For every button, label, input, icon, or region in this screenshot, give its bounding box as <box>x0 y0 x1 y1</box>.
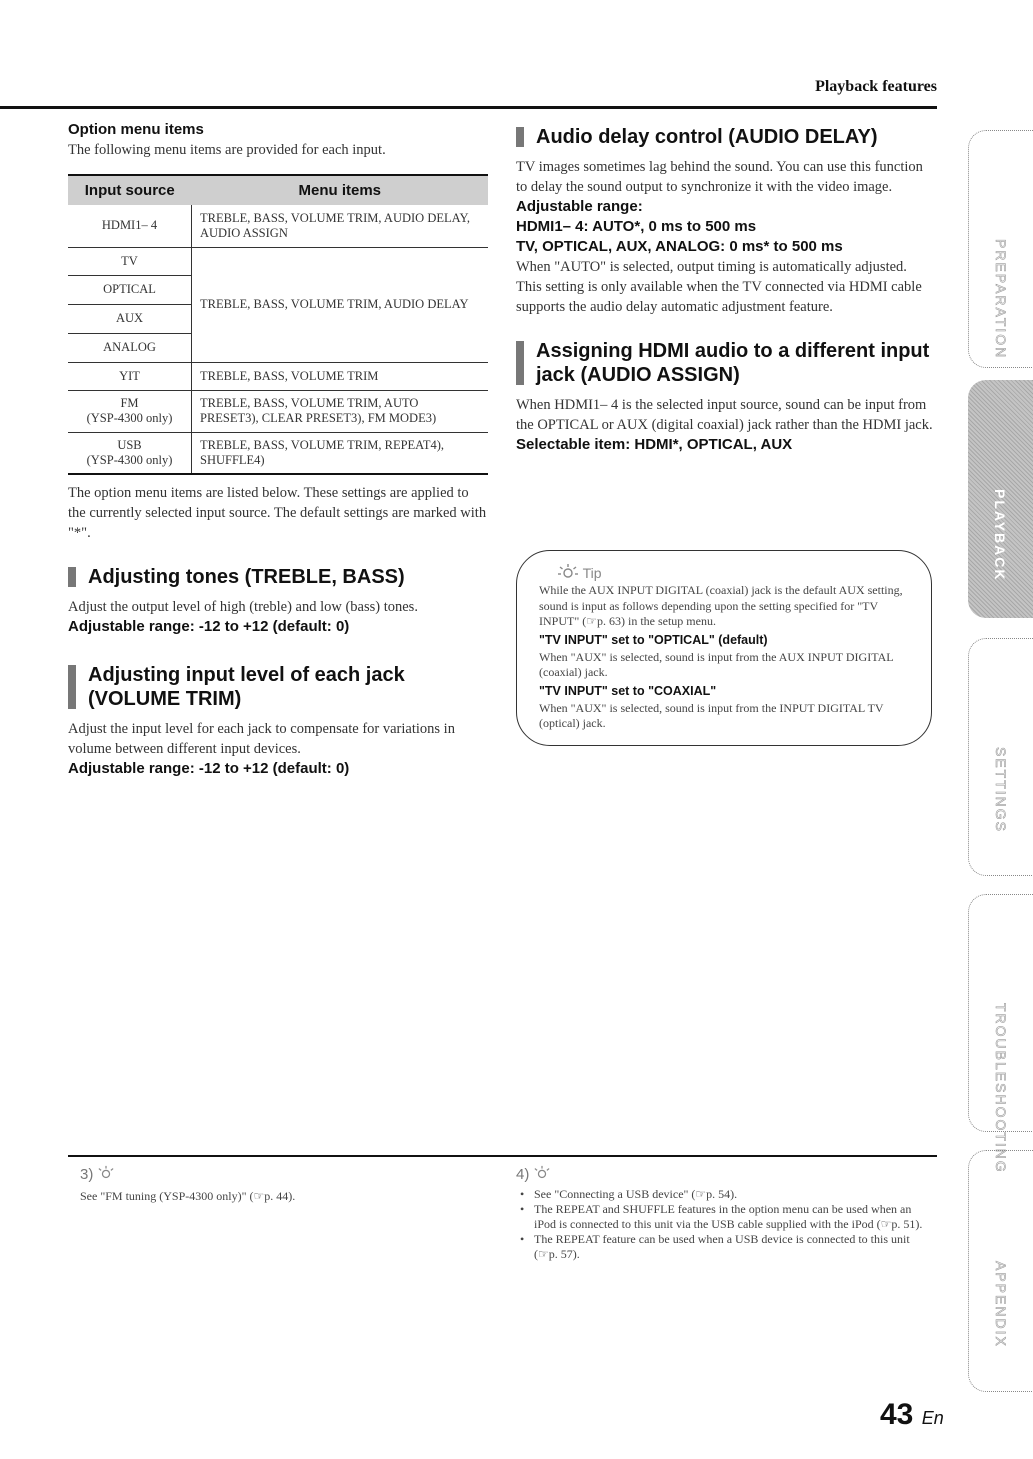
section-title-text: Audio delay control (AUDIO DELAY) <box>536 126 878 148</box>
footnote-4-label: 4) <box>516 1166 530 1183</box>
volume-trim-range: Adjustable range: -12 to +12 (default: 0) <box>68 760 350 777</box>
page-number-value: 43 <box>880 1398 914 1431</box>
table-row <box>68 362 488 390</box>
side-tab-preparation[interactable] <box>968 130 1033 368</box>
side-tab-troubleshooting[interactable] <box>968 894 1033 1174</box>
section-title-line1: Adjusting input level of each jack <box>88 664 405 686</box>
page-language: En <box>921 1408 944 1428</box>
right-column <box>516 125 936 455</box>
side-tab-playback[interactable] <box>968 380 1033 618</box>
tip-text-1: When "AUX" is selected, sound is input from the AUX INPUT DIGITAL (coaxial) jack. <box>539 649 894 679</box>
table-cell-src: OPTICAL <box>68 275 192 304</box>
tip-box <box>516 550 932 746</box>
table-row <box>68 205 488 247</box>
section-title-tones <box>68 565 488 589</box>
tones-body: Adjust the output level of high (treble) and low (bass) tones. <box>68 599 418 615</box>
section-title-text: Adjusting tones (TREBLE, BASS) <box>88 566 405 588</box>
volume-trim-body: Adjust the input level for each jack to compensate for variations in volume between different input devices. <box>68 721 455 757</box>
table-cell-items: TREBLE, BASS, VOLUME TRIM, AUTO PRESET3), CLEAR PRESET3), FM MODE3) <box>192 390 489 432</box>
audio-assign-selectable: Selectable item: HDMI*, OPTICAL, AUX <box>516 436 793 453</box>
header-rule <box>0 106 937 109</box>
option-menu-table <box>68 174 488 475</box>
lightbulb-icon <box>532 1165 552 1181</box>
footnote-4 <box>516 1165 926 1262</box>
lightbulb-icon <box>557 563 579 581</box>
table-cell-src: HDMI1– 4 <box>68 205 192 247</box>
table-cell-items: TREBLE, BASS, VOLUME TRIM, REPEAT4), SHUFFLE4) <box>192 432 489 474</box>
list-item: • See "Connecting a USB device" (☞p. 54). <box>534 1187 926 1202</box>
section-title-audio-delay <box>516 125 936 149</box>
section-title-line2: (VOLUME TRIM) <box>88 688 242 710</box>
tip-heading-1: "TV INPUT" set to "OPTICAL" (default) <box>539 632 768 647</box>
audio-delay-range-other: TV, OPTICAL, AUX, ANALOG: 0 ms* to 500 ms <box>516 238 843 255</box>
option-menu-after: The option menu items are listed below. These settings are applied to the currently selected input source. The default settings are marked with "*". <box>68 485 487 541</box>
footnote-4-head <box>516 1165 926 1183</box>
table-cell-items: TREBLE, BASS, VOLUME TRIM <box>192 362 489 390</box>
table-row <box>68 432 488 474</box>
table-cell-src-sub: (YSP-4300 only) <box>86 452 173 467</box>
audio-delay-range-hdmi: HDMI1– 4: AUTO*, 0 ms to 500 ms <box>516 218 757 235</box>
section-title-audio-assign <box>516 339 936 387</box>
section-title-line2: jack (AUDIO ASSIGN) <box>536 364 740 386</box>
table-header-input-source: Input source <box>68 175 192 205</box>
footer-rule <box>68 1155 937 1157</box>
side-tab-appendix[interactable] <box>968 1150 1033 1392</box>
page-number <box>880 1398 944 1432</box>
footnote-3-label: 3) <box>80 1166 94 1183</box>
table-cell-src-name: USB <box>117 437 142 452</box>
option-menu-heading: Option menu items <box>68 121 204 138</box>
header-title: Playback features <box>815 78 937 95</box>
table-row <box>68 390 488 432</box>
option-menu-intro: The following menu items are provided for each input. <box>68 142 386 158</box>
section-bar <box>68 567 76 587</box>
list-item: • The REPEAT and SHUFFLE features in the option menu can be used when an iPod is connected to this unit via the USB cable supplied with the iPod (☞p. 51). <box>534 1202 926 1232</box>
footnote-3-text: See "FM tuning (YSP-4300 only)" (☞p. 44). <box>80 1189 296 1203</box>
side-tab-label: PREPARATION <box>993 239 1009 360</box>
side-tab-settings[interactable] <box>968 638 1033 876</box>
table-header-menu-items: Menu items <box>192 175 489 205</box>
table-cell-src <box>68 390 192 432</box>
side-tab-label: TROUBLESHOOTING <box>993 1003 1009 1174</box>
section-bar <box>516 127 524 147</box>
table-cell-items: TREBLE, BASS, VOLUME TRIM, AUDIO DELAY <box>192 247 489 362</box>
table-cell-src: ANALOG <box>68 333 192 362</box>
tip-heading-2: "TV INPUT" set to "COAXIAL" <box>539 683 717 698</box>
lightbulb-icon <box>96 1165 116 1181</box>
table-row <box>68 247 488 275</box>
table-cell-src-sub: (YSP-4300 only) <box>86 411 173 425</box>
tip-intro: While the AUX INPUT DIGITAL (coaxial) jack is the default AUX setting, sound is input as follows depending upon the setting specified for "TV INPUT" (☞p. 63) in the setup menu. <box>539 583 903 628</box>
section-bar <box>68 665 76 709</box>
section-title-line1: Assigning HDMI audio to a different input <box>536 340 930 362</box>
section-bar <box>516 341 524 385</box>
footnote-4-list <box>516 1187 926 1262</box>
tip-label: Tip <box>582 565 602 581</box>
footnote-3-head <box>80 1165 480 1183</box>
side-tab-label: SETTINGS <box>993 747 1009 834</box>
audio-delay-body: TV images sometimes lag behind the sound. You can use this function to delay the sound output to synchronize it with the video image. <box>516 159 923 195</box>
table-cell-src: YIT <box>68 362 192 390</box>
audio-delay-auto-note: When "AUTO" is selected, output timing is automatically adjusted. This setting is only available when the TV connected via HDMI cable supports the audio delay automatic adjustment feature. <box>516 259 922 315</box>
tones-range: Adjustable range: -12 to +12 (default: 0) <box>68 618 350 635</box>
table-cell-src: TV <box>68 247 192 275</box>
audio-delay-range-label: Adjustable range: <box>516 198 643 215</box>
table-cell-src: AUX <box>68 304 192 333</box>
side-tab-label: PLAYBACK <box>992 489 1008 582</box>
left-column <box>68 120 488 779</box>
table-cell-items: TREBLE, BASS, VOLUME TRIM, AUDIO DELAY, AUDIO ASSIGN <box>192 205 489 247</box>
audio-assign-body: When HDMI1– 4 is the selected input source, sound can be input from the OPTICAL or AUX (digital coaxial) jack rather than the HDMI jack. <box>516 397 933 433</box>
section-title-volume-trim <box>68 663 488 711</box>
side-tab-label: APPENDIX <box>993 1261 1009 1348</box>
table-cell-src-name: FM <box>120 396 139 410</box>
footnote-3 <box>80 1165 480 1204</box>
tip-text-2: When "AUX" is selected, sound is input from the INPUT DIGITAL TV (optical) jack. <box>539 700 884 730</box>
list-item: • The REPEAT feature can be used when a USB device is connected to this unit (☞p. 57). <box>534 1232 926 1262</box>
table-cell-src <box>68 432 192 474</box>
tip-label-wrap <box>557 563 602 581</box>
